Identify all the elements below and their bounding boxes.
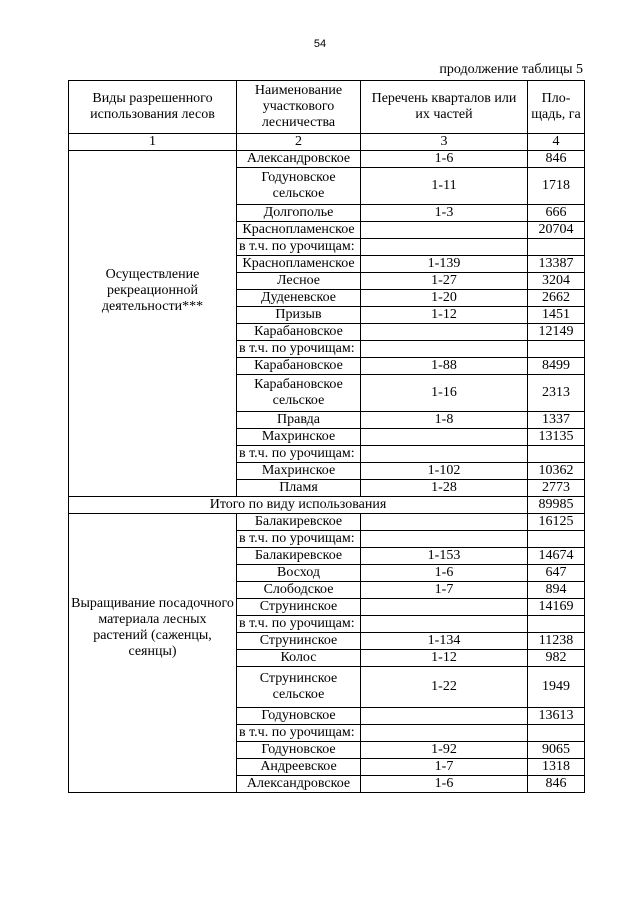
forestry-cell: Годуновское	[237, 742, 361, 759]
area-cell: 1318	[528, 759, 585, 776]
quarters-cell: 1-102	[361, 463, 528, 480]
column-number: 2	[237, 134, 361, 151]
quarters-cell: 1-3	[361, 205, 528, 222]
column-number: 4	[528, 134, 585, 151]
quarters-cell: 1-88	[361, 358, 528, 375]
forestry-cell: в т.ч. по урочищам:	[237, 616, 361, 633]
area-cell	[528, 725, 585, 742]
column-number-row	[69, 134, 585, 151]
quarters-cell: 1-27	[361, 273, 528, 290]
area-cell: 2662	[528, 290, 585, 307]
forestry-cell: Карабановское	[237, 358, 361, 375]
forest-use-table	[68, 80, 585, 793]
area-cell: 14674	[528, 548, 585, 565]
quarters-cell: 1-12	[361, 650, 528, 667]
table-row	[69, 151, 585, 168]
subtotal-value: 89985	[528, 497, 585, 514]
subtotal-label: Итого по виду использования	[69, 497, 528, 514]
area-cell: 13387	[528, 256, 585, 273]
forestry-cell: Струнинское сельское	[237, 667, 361, 708]
header-area: Пло-щадь, га	[528, 81, 585, 134]
forestry-cell: Краснопламенское	[237, 256, 361, 273]
quarters-cell	[361, 239, 528, 256]
area-cell	[528, 531, 585, 548]
area-cell: 12149	[528, 324, 585, 341]
forestry-cell: Балакиревское	[237, 548, 361, 565]
forestry-cell: Александровское	[237, 776, 361, 793]
area-cell: 10362	[528, 463, 585, 480]
area-cell: 16125	[528, 514, 585, 531]
forestry-cell: Призыв	[237, 307, 361, 324]
area-cell: 1718	[528, 168, 585, 205]
area-cell: 846	[528, 776, 585, 793]
area-cell: 9065	[528, 742, 585, 759]
forestry-cell: Александровское	[237, 151, 361, 168]
quarters-cell	[361, 514, 528, 531]
quarters-cell: 1-12	[361, 307, 528, 324]
forestry-cell: в т.ч. по урочищам:	[237, 446, 361, 463]
forestry-cell: Андреевское	[237, 759, 361, 776]
forestry-cell: в т.ч. по урочищам:	[237, 725, 361, 742]
area-cell: 894	[528, 582, 585, 599]
header-forestry: Наименование участкового лесничества	[237, 81, 361, 134]
quarters-cell	[361, 531, 528, 548]
header-use-type: Виды разрешенного использования лесов	[69, 81, 237, 134]
forestry-cell: Дуденевское	[237, 290, 361, 307]
area-cell: 2773	[528, 480, 585, 497]
quarters-cell: 1-134	[361, 633, 528, 650]
quarters-cell	[361, 341, 528, 358]
quarters-cell	[361, 599, 528, 616]
use-type-cell	[69, 151, 237, 497]
use-type-label: Выращивание посадочного материала лесных растений (саженцы, сеянцы)	[71, 596, 234, 659]
area-cell: 647	[528, 565, 585, 582]
forestry-cell: Долгополье	[237, 205, 361, 222]
forestry-cell: Балакиревское	[237, 514, 361, 531]
forestry-cell: Струнинское	[237, 599, 361, 616]
area-cell: 8499	[528, 358, 585, 375]
column-number: 1	[69, 134, 237, 151]
subtotal-row	[69, 497, 585, 514]
quarters-cell: 1-6	[361, 776, 528, 793]
quarters-cell	[361, 708, 528, 725]
quarters-cell: 1-28	[361, 480, 528, 497]
forestry-cell: Годуновское сельское	[237, 168, 361, 205]
forestry-cell: Махринское	[237, 463, 361, 480]
area-cell	[528, 446, 585, 463]
page-number: 54	[313, 38, 327, 50]
area-cell: 3204	[528, 273, 585, 290]
forestry-cell: в т.ч. по урочищам:	[237, 341, 361, 358]
area-cell	[528, 616, 585, 633]
area-cell	[528, 239, 585, 256]
quarters-cell	[361, 616, 528, 633]
area-cell: 13135	[528, 429, 585, 446]
forestry-cell: Восход	[237, 565, 361, 582]
quarters-cell	[361, 222, 528, 239]
quarters-cell: 1-7	[361, 582, 528, 599]
quarters-cell: 1-22	[361, 667, 528, 708]
quarters-cell	[361, 725, 528, 742]
quarters-cell: 1-11	[361, 168, 528, 205]
area-cell: 14169	[528, 599, 585, 616]
area-cell: 13613	[528, 708, 585, 725]
quarters-cell: 1-139	[361, 256, 528, 273]
use-type-label: Осуществление рекреационной деятельности***	[101, 267, 204, 314]
forestry-cell: Струнинское	[237, 633, 361, 650]
table-row	[69, 514, 585, 531]
quarters-cell: 1-6	[361, 151, 528, 168]
quarters-cell	[361, 429, 528, 446]
header-quarters: Перечень кварталов или их частей	[361, 81, 528, 134]
forestry-cell: Карабановское сельское	[237, 375, 361, 412]
forestry-cell: Карабановское	[237, 324, 361, 341]
quarters-cell	[361, 324, 528, 341]
quarters-cell	[361, 446, 528, 463]
quarters-cell: 1-92	[361, 742, 528, 759]
header-row	[69, 81, 585, 134]
column-number: 3	[361, 134, 528, 151]
quarters-cell: 1-16	[361, 375, 528, 412]
area-cell: 1337	[528, 412, 585, 429]
forestry-cell: Годуновское	[237, 708, 361, 725]
quarters-cell: 1-153	[361, 548, 528, 565]
area-cell: 1949	[528, 667, 585, 708]
quarters-cell: 1-7	[361, 759, 528, 776]
table-continuation-label: продолжение таблицы 5	[439, 62, 583, 77]
table-body	[69, 151, 585, 793]
quarters-cell: 1-20	[361, 290, 528, 307]
area-cell: 11238	[528, 633, 585, 650]
area-cell: 982	[528, 650, 585, 667]
forestry-cell: Краснопламенское	[237, 222, 361, 239]
area-cell: 20704	[528, 222, 585, 239]
forestry-cell: Правда	[237, 412, 361, 429]
forestry-cell: Махринское	[237, 429, 361, 446]
forestry-cell: Слободское	[237, 582, 361, 599]
forestry-cell: в т.ч. по урочищам:	[237, 531, 361, 548]
area-cell	[528, 341, 585, 358]
area-cell: 2313	[528, 375, 585, 412]
forestry-cell: в т.ч. по урочищам:	[237, 239, 361, 256]
area-cell: 666	[528, 205, 585, 222]
quarters-cell: 1-8	[361, 412, 528, 429]
area-cell: 846	[528, 151, 585, 168]
quarters-cell: 1-6	[361, 565, 528, 582]
forestry-cell: Пламя	[237, 480, 361, 497]
use-type-cell	[69, 514, 237, 793]
area-cell: 1451	[528, 307, 585, 324]
forestry-cell: Колос	[237, 650, 361, 667]
forestry-cell: Лесное	[237, 273, 361, 290]
